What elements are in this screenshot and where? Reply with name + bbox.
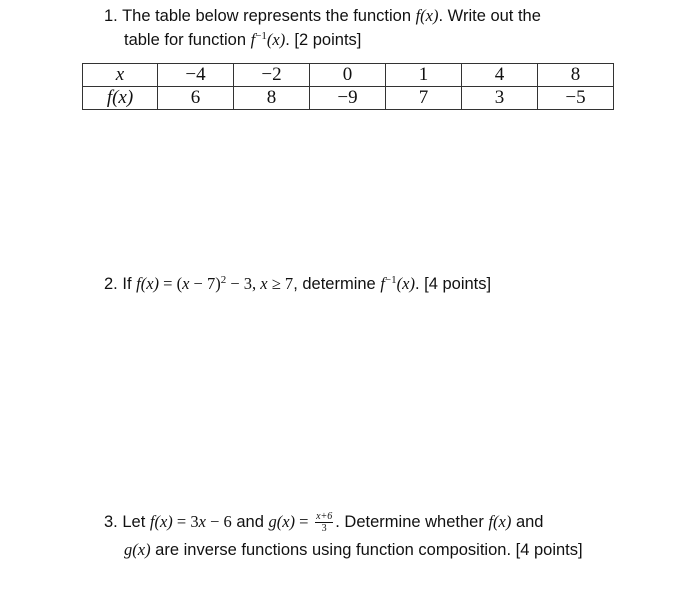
- variable-x: x: [198, 512, 206, 531]
- table-cell: −9: [310, 87, 386, 110]
- function-f-of-x: f(x): [136, 274, 160, 293]
- question-3: [104, 510, 583, 562]
- question-1-number: 1.: [104, 7, 118, 25]
- question-2-number: 2.: [104, 275, 118, 293]
- fraction-numerator: x+6: [316, 511, 333, 523]
- table-header-fx: f(x): [83, 87, 158, 110]
- domain-restriction: ≥ 7: [267, 274, 294, 293]
- question-1-text-end: . Write out the: [438, 7, 541, 25]
- equals-open: = (: [159, 274, 183, 293]
- table-cell: −4: [158, 64, 234, 87]
- table-cell: 8: [234, 87, 310, 110]
- inverse-function-base: f: [380, 274, 385, 293]
- question-1-line-1: [104, 4, 541, 28]
- variable-x: x: [260, 274, 268, 293]
- function-f-of-x: f(x): [149, 512, 173, 531]
- exponent-two: 2: [220, 274, 227, 286]
- g-equals: =: [295, 512, 309, 531]
- question-3-and-2: and: [515, 513, 544, 531]
- function-f-of-x: f(x): [488, 512, 512, 531]
- table-cell: 0: [310, 64, 386, 87]
- f-equals: = 3: [172, 512, 199, 531]
- function-table: [82, 63, 614, 110]
- inverse-function-arg: (x): [266, 30, 286, 49]
- table-cell: −5: [538, 87, 614, 110]
- table-cell: 6: [158, 87, 234, 110]
- function-g-of-x: g(x): [124, 540, 151, 560]
- table-cell: −2: [234, 64, 310, 87]
- function-f-of-x: f(x): [415, 6, 439, 25]
- question-3-determine: . Determine whether: [335, 513, 484, 531]
- variable-x: x: [182, 274, 190, 293]
- table-cell: 1: [386, 64, 462, 87]
- question-3-and: and: [236, 513, 264, 531]
- fraction-denominator: 3: [321, 523, 327, 535]
- question-2-if: If: [122, 275, 132, 293]
- function-g-of-x: g(x): [268, 512, 296, 531]
- question-3-text-2: are inverse functions using function composition. [4 points]: [155, 541, 583, 560]
- inverse-exponent: −1: [384, 274, 397, 286]
- table-cell: 8: [538, 64, 614, 87]
- question-2-determine: , determine: [293, 275, 376, 293]
- inverse-function-base: f: [250, 30, 256, 49]
- question-3-number: 3.: [104, 513, 118, 531]
- table-cell: 4: [462, 64, 538, 87]
- question-3-let: Let: [122, 513, 146, 531]
- table-row-fx: [83, 87, 614, 110]
- question-1-text: The table below represents the function: [122, 7, 411, 25]
- inverse-function-arg: (x): [396, 274, 415, 293]
- g-fraction: [315, 511, 333, 534]
- question-1-points: . [2 points]: [285, 31, 362, 49]
- question-3-line-2: [104, 538, 583, 562]
- question-1-text-2: table for function: [124, 31, 246, 49]
- question-3-line-1: [104, 510, 583, 534]
- minus-seven: − 7): [189, 274, 221, 293]
- minus-three: − 3,: [226, 274, 261, 293]
- question-2-points: . [4 points]: [414, 275, 492, 293]
- table-cell: 7: [386, 87, 462, 110]
- table-header-x: x: [83, 64, 158, 87]
- table-cell: 3: [462, 87, 538, 110]
- question-2: [104, 272, 491, 296]
- inverse-exponent: −1: [255, 30, 267, 42]
- question-1-line-2: [104, 28, 541, 52]
- f-rest: − 6: [205, 512, 232, 531]
- table-row-x: [83, 64, 614, 87]
- question-1: [104, 4, 541, 52]
